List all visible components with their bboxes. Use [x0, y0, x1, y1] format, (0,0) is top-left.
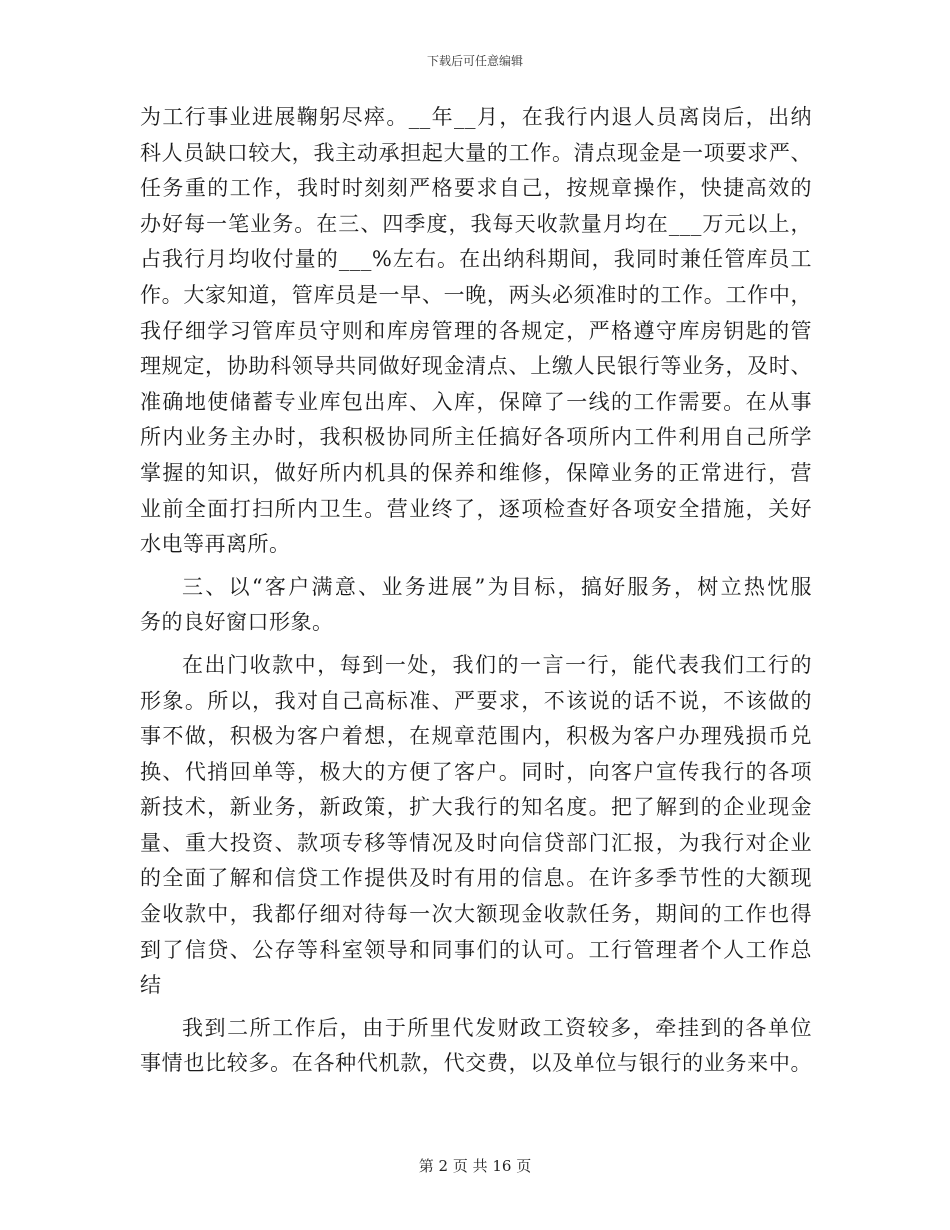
- text-line: 我到二所工作后，由于所里代发财政工资较多，牵挂到的各单位: [182, 1015, 812, 1040]
- text-line: 作。大家知道，管库员是一早、一晚，两头必须准时的工作。工作中，: [140, 282, 812, 307]
- text-line: 水电等再离所。: [140, 532, 291, 557]
- text-line: 事情也比较多。在各种代机款，代交费，以及单位与银行的业务来中。: [140, 1051, 812, 1076]
- text-line: 我仔细学习管库员守则和库房管理的各规定，严格遵守库房钥匙的管: [140, 318, 812, 343]
- text-line: 掌握的知识，做好所内机具的保养和维修，保障业务的正常进行，营: [140, 460, 812, 485]
- section-heading-line: 务的良好窗口形象。: [140, 610, 334, 635]
- text-line: 办好每一笔业务。在三、四季度，我每天收款量月均在___万元以上，: [140, 211, 812, 236]
- text-line: 科人员缺口较大，我主动承担起大量的工作。清点现金是一项要求严、: [140, 140, 812, 165]
- text-line: 的全面了解和信贷工作提供及时有用的信息。在许多季节性的大额现: [140, 866, 812, 891]
- text-line: 结: [140, 973, 162, 998]
- page-number: 第 2 页 共 16 页: [418, 1157, 532, 1175]
- page-header: 下载后可任意编辑: [426, 54, 523, 68]
- text-line: 任务重的工作，我时时刻刻严格要求自己，按规章操作，快捷高效的: [140, 176, 812, 201]
- section-heading-line: 三、以“客户满意、业务进展”为目标，搞好服务，树立热忱服: [182, 574, 812, 599]
- text-line: 准确地使储蓄专业库包出库、入库，保障了一线的工作需要。在从事: [140, 389, 812, 414]
- document-body: [140, 100, 812, 1082]
- text-line: 为工行事业进展鞠躬尽瘁。__年__月，在我行内退人员离岗后，出纳: [140, 105, 812, 129]
- text-line: 业前全面打扫所内卫生。营业终了，逐项检查好各项安全措施，关好: [140, 496, 812, 521]
- text-line: 新技术，新业务，新政策，扩大我行的知名度。把了解到的企业现金: [140, 795, 812, 820]
- text-line: 事不做，积极为客户着想，在规章范围内，积极为客户办理残损币兑: [140, 724, 812, 749]
- text-line: 金收款中，我都仔细对待每一次大额现金收款任务，期间的工作也得: [140, 902, 812, 927]
- text-line: 换、代捎回单等，极大的方便了客户。同时，向客户宣传我行的各项: [140, 759, 812, 784]
- text-line: 到了信贷、公存等科室领导和同事们的认可。工行管理者个人工作总: [140, 937, 812, 962]
- text-line: 理规定，协助科领导共同做好现金清点、上缴人民银行等业务，及时、: [140, 354, 812, 379]
- text-line: 在出门收款中，每到一处，我们的一言一行，能代表我们工行的: [182, 652, 812, 677]
- text-line: 形象。所以，我对自己高标准、严要求，不该说的话不说，不该做的: [140, 688, 812, 713]
- text-line: 量、重大投资、款项专移等情况及时向信贷部门汇报，为我行对企业: [140, 830, 812, 855]
- text-line: 所内业务主办时，我积极协同所主任搞好各项所内工件利用自己所学: [140, 425, 812, 450]
- text-line: 占我行月均收付量的___%左右。在出纳科期间，我同时兼任管库员工: [140, 247, 812, 272]
